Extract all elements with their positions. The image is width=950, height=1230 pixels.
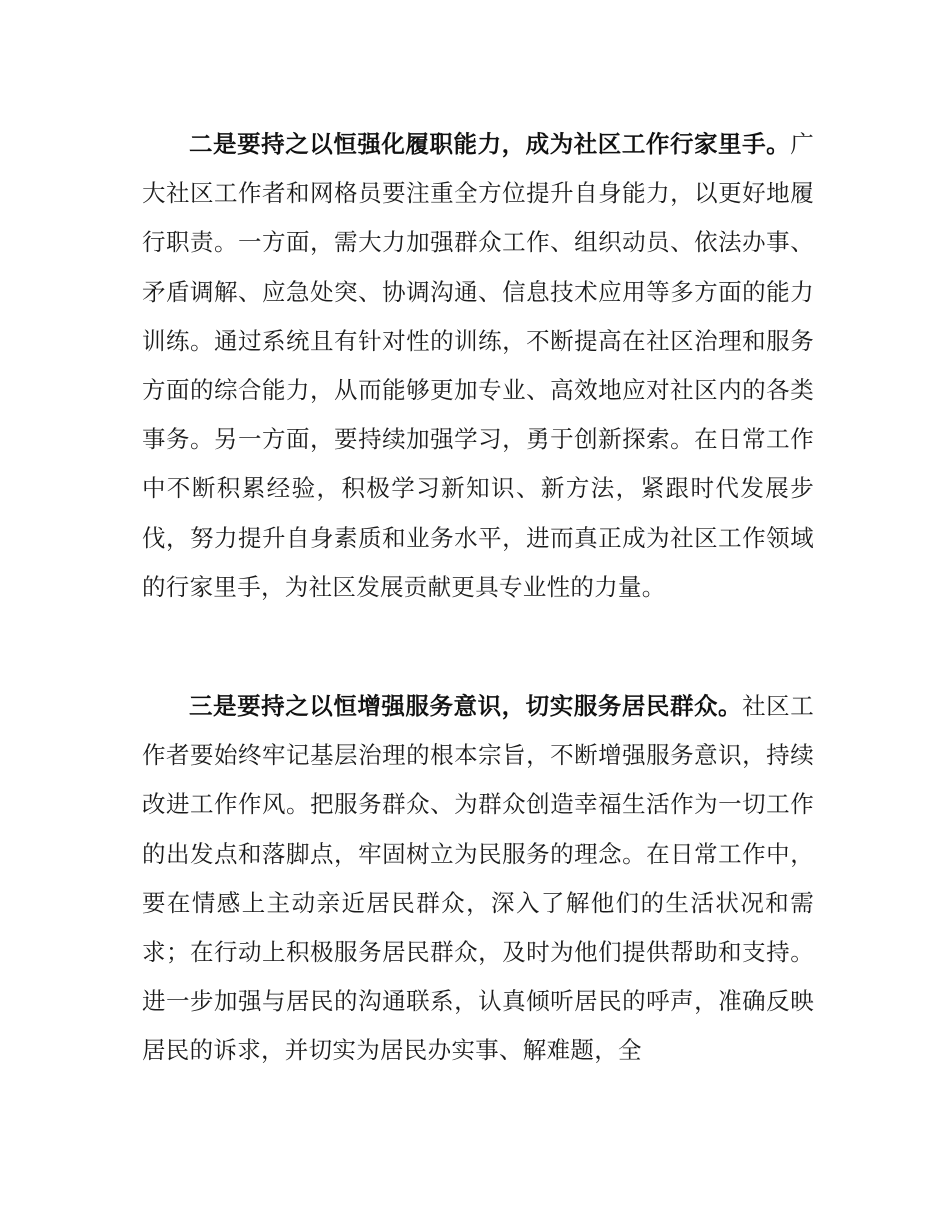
paragraph-heading: 二是要持之以恒强化履职能力，成为社区工作行家里手。 bbox=[189, 130, 791, 158]
paragraph-body: 社区工作者要始终牢记基层治理的根本宗旨，不断增强服务意识，持续改进工作作风。把服务群众、为群众创造幸福生活作为一切工作的出发点和落脚点，牢固树立为民服务的理念。在日常工作中，要在情感上主动亲近居民群众，深入了解他们的生活状况和需求；在行动上积极服务居民群众，及时为他们提供帮助和支持。进一步加强与居民的沟通联系，认真倾听居民的呼声，准确反映居民的诉求，并切实为居民办实事、解难题，全 bbox=[142, 692, 814, 1065]
paragraph-body: 广大社区工作者和网格员要注重全方位提升自身能力，以更好地履行职责。一方面，需大力加强群众工作、组织动员、依法办事、矛盾调解、应急处突、协调沟通、信息技术应用等多方面的能力训练。通过系统且有针对性的训练，不断提高在社区治理和服务方面的综合能力，从而能够更加专业、高效地应对社区内的各类事务。另一方面，要持续加强学习，勇于创新探索。在日常工作中不断积累经验，积极学习新知识、新方法，紧跟时代发展步伐，努力提升自身素质和业务水平，进而真正成为社区工作领域的行家里手，为社区发展贡献更具专业性的力量。 bbox=[142, 130, 814, 601]
paragraph-heading: 三是要持之以恒增强服务意识，切实服务居民群众。 bbox=[189, 692, 743, 720]
paragraph-capability bbox=[142, 120, 814, 612]
paragraph-service bbox=[142, 682, 814, 1076]
